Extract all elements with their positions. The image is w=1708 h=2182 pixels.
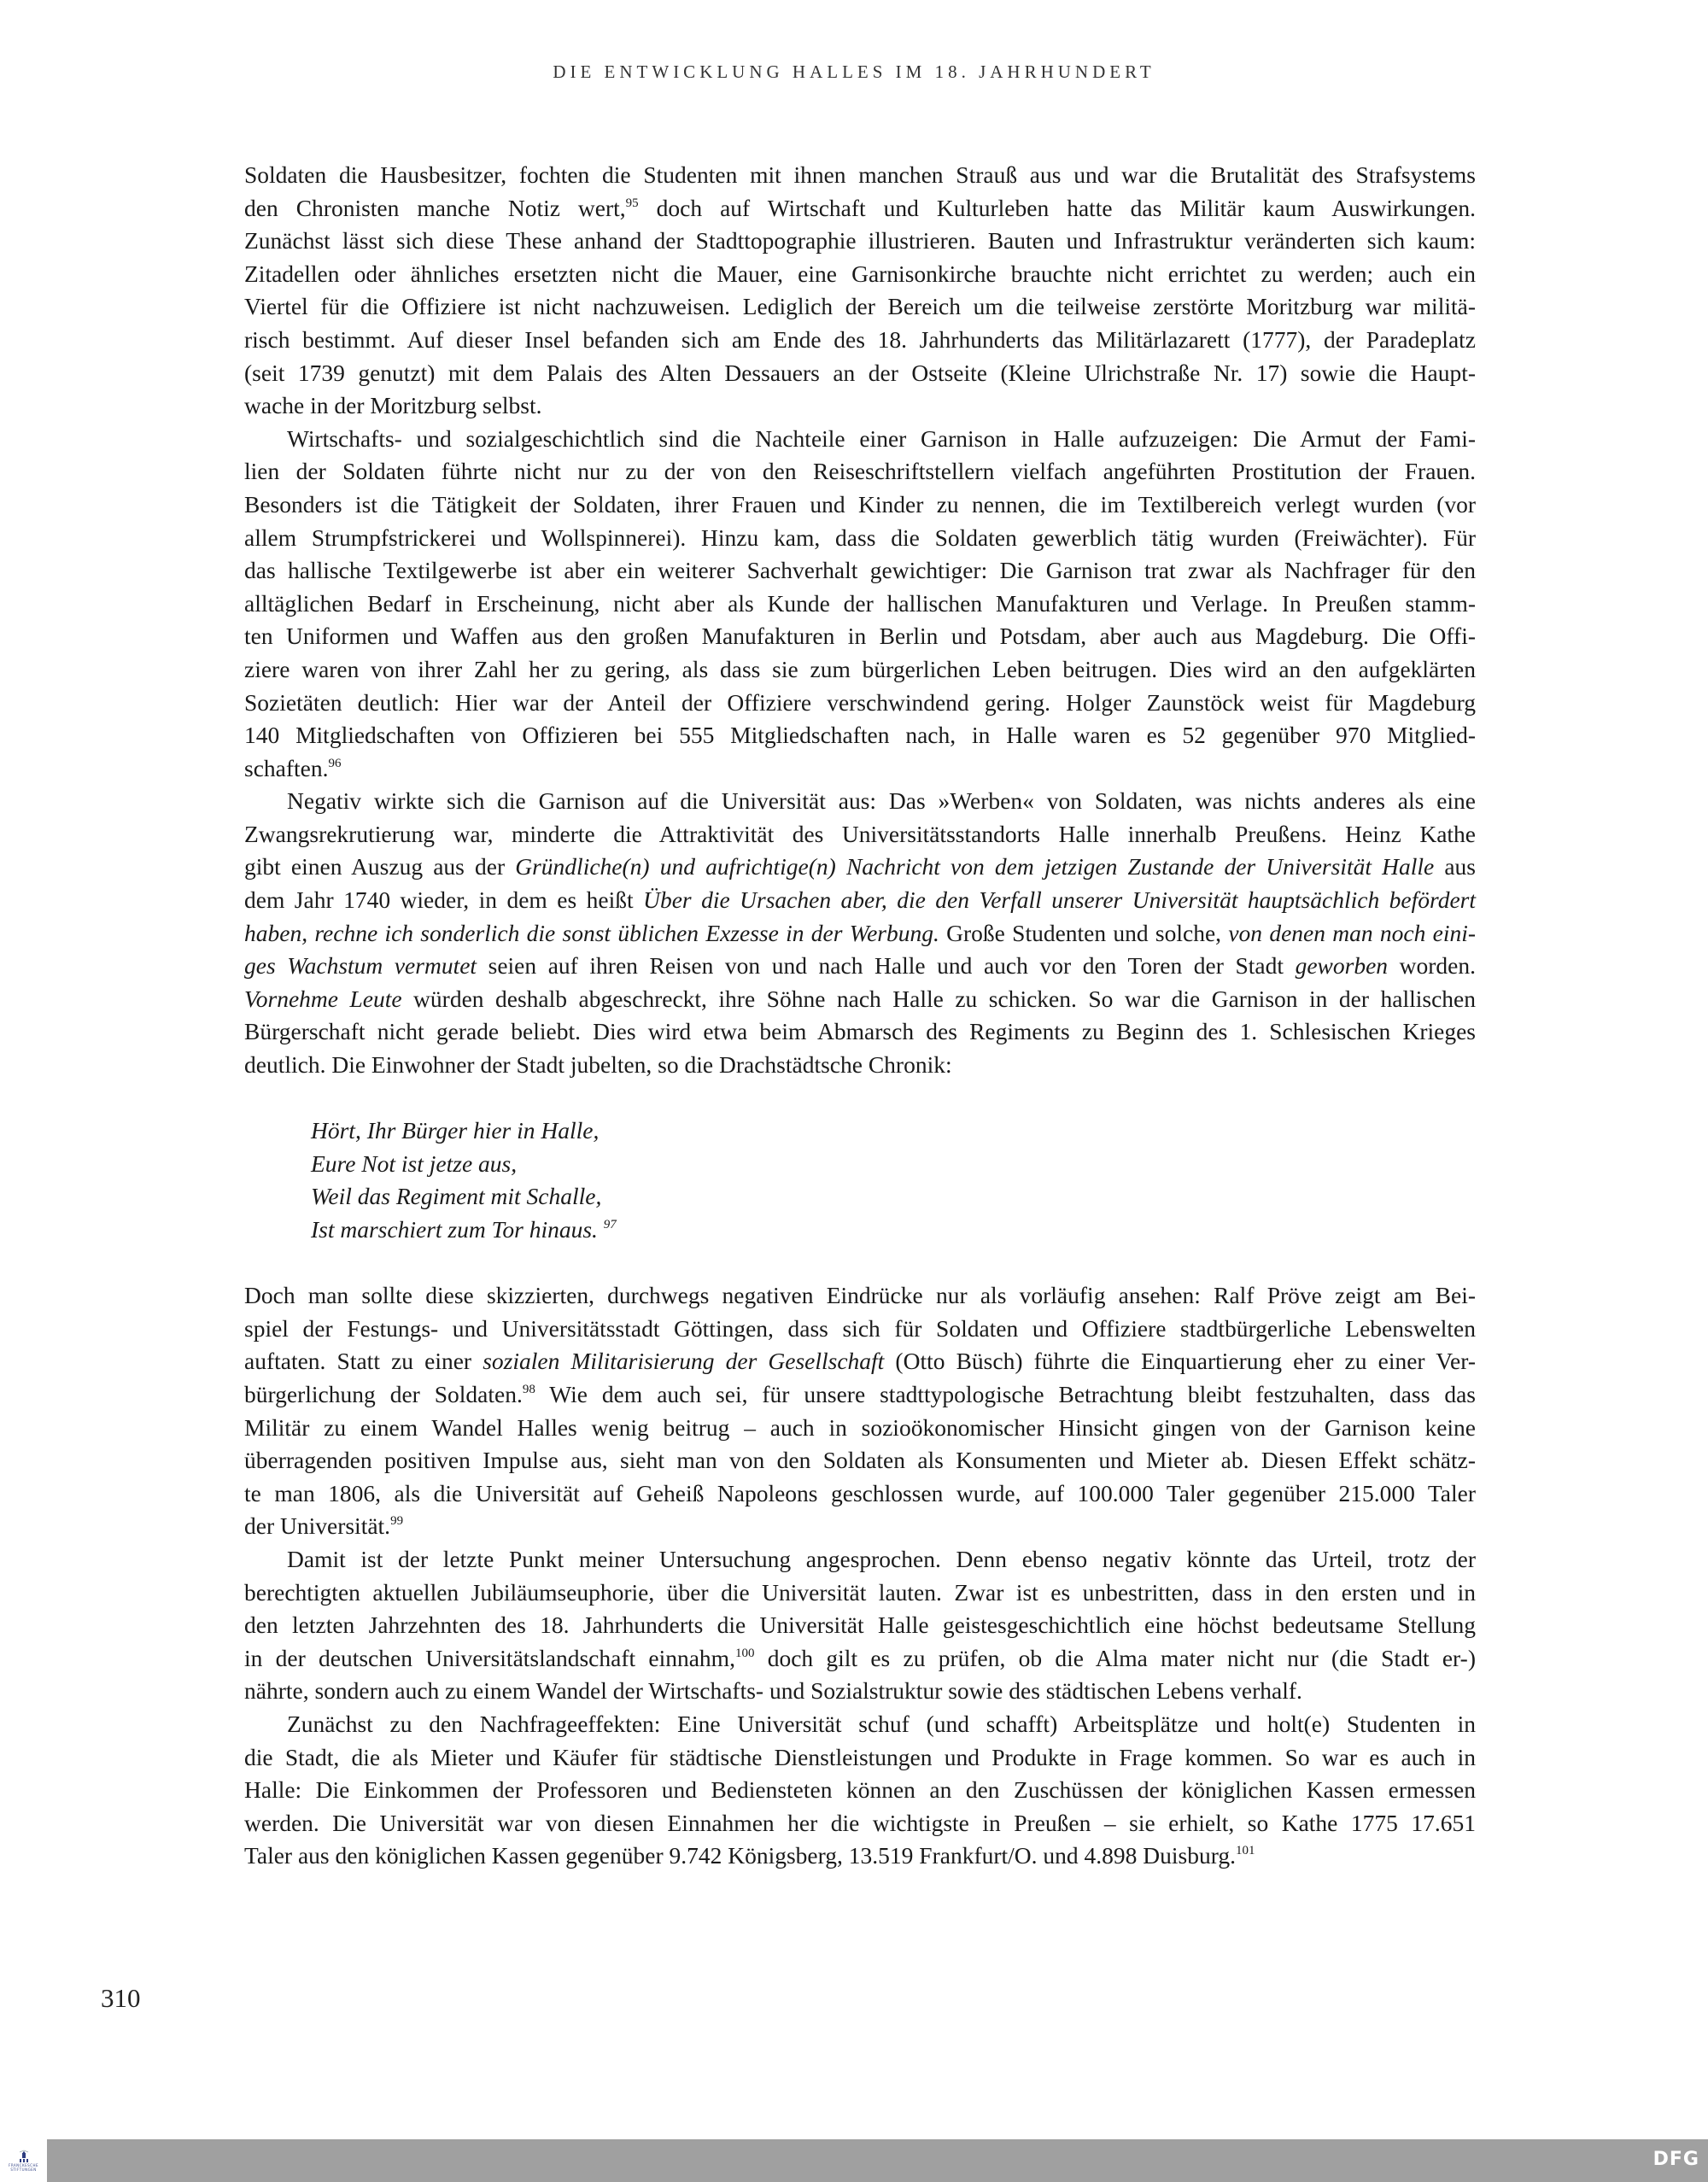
- text-line: bürgerlichung der Soldaten.$^{98}$ Wie dem auch sei, für unsere stadttypologische Betrachtung bleibt festzuhalten, dass das: [244, 1380, 1476, 1407]
- text-line: den letzten Jahrzehnten des 18. Jahrhunderts die Universität Halle geistesgeschichtlich eine höchst bedeutsame Stellung: [244, 1612, 1476, 1639]
- text-line: Negativ wirkte sich die Garnison auf die Universität aus: Das »Werben« von Soldaten, was nichts anderes als eine: [287, 787, 1476, 815]
- running-head: DIE ENTWICKLUNG HALLES IM 18. JAHRHUNDERT: [553, 61, 1155, 82]
- publisher-logo-text: FRANCKESCHE: [9, 2163, 38, 2167]
- verse-line: Eure Not ist jetze aus,: [311, 1149, 518, 1177]
- text-line: 140 Mitgliedschaften von Offizieren bei 555 Mitgliedschaften nach, in Halle waren es 52 gegenüber 970 Mitglied-: [244, 722, 1476, 749]
- publisher-logo-text: STIFTUNGEN: [10, 2167, 37, 2172]
- italic-quote: ges Wachstum vermutet: [244, 952, 477, 980]
- text-line: deutlich. Die Einwohner der Stadt jubelten, so die Drachstädtsche Chronik:: [244, 1051, 952, 1079]
- paragraph-1: [244, 159, 1476, 423]
- text-line: wache in der Moritzburg selbst.: [244, 392, 542, 419]
- text-line: te man 1806, als die Universität auf Geheiß Napoleons geschlossen wurde, auf 100.000 Taler gegenüber 215.000 Taler: [244, 1479, 1476, 1506]
- text-line: Halle: Die Einkommen der Professoren und Bediensteten können an den Zuschüssen der königlichen Kassen ermessen: [244, 1776, 1476, 1804]
- text-line: Soldaten die Hausbesitzer, fochten die Studenten mit ihnen manchen Strauß aus und war die Brutalität des Strafsystems: [244, 161, 1476, 188]
- italic-quote: Über die Ursachen aber, die den Verfall unserer Universität hauptsächlich befördert: [643, 886, 1477, 914]
- spacer: [244, 1082, 1476, 1115]
- paragraph-3: [244, 785, 1476, 1081]
- paragraph-2: [244, 423, 1476, 786]
- text-line: allem Strumpfstrickerei und Wollspinnerei). Hinzu kam, dass die Soldaten gewerblich tätig wurden (Freiwächter). Für: [244, 524, 1476, 551]
- text-line: Besonders ist die Tätigkeit der Soldaten, ihrer Frauen und Kinder zu nennen, die im Textilbereich verlegt wurden (vor: [244, 490, 1476, 518]
- text-line: Militär zu einem Wandel Halles wenig beitrug – auch in sozioökonomischer Hinsicht gingen von der Garnison keine: [244, 1413, 1476, 1441]
- verse-line: Weil das Regiment mit Schalle,: [311, 1183, 602, 1210]
- text-line: alltäglichen Bedarf in Erscheinung, nicht aber als Kunde der hallischen Manufakturen und Verlage. In Preußen stamm-: [244, 589, 1476, 617]
- verse-quote: [244, 1114, 1476, 1246]
- text-line: Zitadellen oder ähnliches ersetzten nicht die Mauer, eine Garnisonkirche brauchte nicht errichtet zu werden; auch ein: [244, 260, 1476, 287]
- footnote-ref-99[interactable]: 99: [390, 1514, 404, 1529]
- italic-quote: von denen man noch eini-: [1228, 919, 1477, 946]
- text-line: ges Wachstum vermutet seien auf ihren Reisen von und nach Halle und auch vor den Toren der Stadt geworben worden.: [244, 952, 1476, 980]
- text-line: Taler aus den königlichen Kassen gegenüber 9.742 Königsberg, 13.519 Frankfurt/O. und 4.898 Duisburg.$^{101}$: [244, 1842, 1255, 1869]
- text-line: ten Uniformen und Waffen aus den großen Manufakturen in Berlin und Potsdam, aber auch aus Magdeburg. Die Offi-: [244, 623, 1476, 650]
- text-line: Vornehme Leute würden deshalb abgeschreckt, ihre Söhne nach Halle zu schicken. So war die Garnison in der hallischen: [244, 985, 1476, 1012]
- footnote-ref-98[interactable]: 98: [522, 1382, 535, 1396]
- text-line: das hallische Textilgewerbe ist aber ein weiterer Sachverhalt gewichtiger: Die Garnison trat zwar als Nachfrager für den: [244, 557, 1476, 584]
- footnote-ref-100[interactable]: 100: [734, 1646, 755, 1660]
- text-line: Bürgerschaft nicht gerade beliebt. Dies wird etwa beim Abmarsch des Regiments zu Beginn des 1. Schlesischen Krieges: [244, 1018, 1476, 1045]
- text-line: werden. Die Universität war von diesen Einnahmen her die wichtigste in Preußen – sie erhielt, so Kathe 1775 17.651: [244, 1809, 1476, 1836]
- text-line: in der deutschen Universitätslandschaft einnahm,$^{100}$ doch gilt es zu prüfen, ob die Alma mater nicht nur (die Stadt er-): [244, 1644, 1476, 1671]
- text-line: (seit 1739 genutzt) mit dem Palais des Alten Dessauers an der Ostseite (Kleine Ulrichstraße Nr. 17) sowie die Haupt-: [244, 359, 1476, 386]
- italic-quote: Vornehme Leute: [244, 985, 402, 1012]
- italic-quote: geworben: [1295, 952, 1389, 980]
- footnote-ref-96[interactable]: 96: [328, 756, 342, 770]
- footnote-ref-95[interactable]: 95: [625, 196, 639, 210]
- page-number: 310: [101, 1983, 141, 2013]
- italic-term: sozialen Militarisierung der Gesellschaft: [483, 1348, 885, 1375]
- text-line: Zunächst lässt sich diese These anhand der Stadttopographie illustrieren. Bauten und Infrastruktur veränderten sich kaum:: [244, 227, 1476, 254]
- text-line: Doch man sollte diese skizzierten, durchwegs negativen Eindrücke nur als vorläufig ansehen: Ralf Pröve zeigt am Bei-: [244, 1282, 1476, 1309]
- verse-line: Ist marschiert zum Tor hinaus. $^{97}$: [311, 1216, 617, 1243]
- text-line: Viertel für die Offiziere ist nicht nachzuweisen. Lediglich der Bereich um die teilweise zerstörte Moritzburg war militä-: [244, 293, 1476, 320]
- text-line: ziere waren von ihrer Zahl her zu gering, als dass sie zum bürgerlichen Leben beitrugen. Dies wird an den aufgeklärten: [244, 655, 1476, 682]
- text-line: auftaten. Statt zu einer sozialen Militarisierung der Gesellschaft (Otto Büsch) führte die Einquartierung eher zu einer Ver-: [244, 1348, 1476, 1375]
- footnote-ref-97[interactable]: 97: [603, 1218, 617, 1231]
- dfg-logo: DFG: [1652, 2149, 1699, 2170]
- text-line: gibt einen Auszug aus der Gründliche(n) und aufrichtige(n) Nachricht von dem jetzigen Zustande der Universität Halle aus: [244, 853, 1477, 880]
- paragraph-6: [244, 1708, 1476, 1873]
- paragraph-5: [244, 1543, 1476, 1708]
- text-line: Wirtschafts- und sozialgeschichtlich sind die Nachteile einer Garnison in Halle aufzuzeigen: Die Armut der Fami-: [287, 424, 1476, 452]
- text-line: Damit ist der letzte Punkt meiner Untersuchung angesprochen. Denn ebenso negativ könnte das Urteil, trotz der: [287, 1545, 1476, 1572]
- text-line: schaften.$^{96}$: [244, 754, 342, 781]
- text-line: die Stadt, die als Mieter und Käufer für städtische Dienstleistungen und Produkte in Frage kommen. So war es auch in: [244, 1743, 1476, 1770]
- text-line: nährte, sondern auch zu einem Wandel der Wirtschafts- und Sozialstruktur sowie des städtischen Lebens verhalf.: [244, 1677, 1302, 1705]
- text-line: überragenden positiven Impulse aus, sieht man von den Soldaten als Konsumenten und Mieter ab. Diesen Effekt schätz-: [244, 1447, 1476, 1474]
- franckesche-stiftungen-icon: [18, 2150, 30, 2163]
- text-line: risch bestimmt. Auf dieser Insel befanden sich am Ende des 18. Jahrhunderts das Militärlazarett (1777), der Paradeplatz: [244, 325, 1476, 353]
- text-line: haben, rechne ich sonderlich die sonst üblichen Exzesse in der Werbung. Große Studenten und solche, von denen man noch eini-: [244, 919, 1477, 946]
- footer-bar: [47, 2139, 1708, 2182]
- text-line: Zwangsrekrutierung war, minderte die Attraktivität des Universitätsstandorts Halle innerhalb Preußens. Heinz Kathe: [244, 820, 1476, 847]
- text-line: Zunächst zu den Nachfrageeffekten: Eine Universität schuf (und schafft) Arbeitsplätze und holt(e) Studenten in: [287, 1710, 1476, 1737]
- verse-line: Hört, Ihr Bürger hier in Halle,: [311, 1117, 600, 1144]
- italic-quote: haben, rechne ich sonderlich die sonst üblichen Exzesse in der Werbung.: [244, 919, 939, 946]
- text-line: Sozietäten deutlich: Hier war der Anteil der Offiziere verschwindend gering. Holger Zaunstöck weist für Magdeburg: [244, 688, 1476, 716]
- text-line: lien der Soldaten führte nicht nur zu der von den Reiseschriftstellern vielfach angeführten Prostitution der Frauen.: [244, 458, 1476, 485]
- text-line: der Universität.$^{99}$: [244, 1512, 404, 1540]
- text-line: spiel der Festungs- und Universitätsstadt Göttingen, dass sich für Soldaten und Offiziere stadtbürgerliche Lebenswelten: [244, 1314, 1476, 1342]
- text-line: berechtigten aktuellen Jubiläumseuphorie, über die Universität lauten. Zwar ist es unbestritten, dass in den ersten und in: [244, 1578, 1476, 1606]
- publisher-logo: [0, 2139, 47, 2182]
- text-line: den Chronisten manche Notiz wert,$^{95}$ doch auf Wirtschaft und Kulturleben hatte das Militär kaum Auswirkungen.: [244, 194, 1476, 221]
- text-line: dem Jahr 1740 wieder, in dem es heißt Über die Ursachen aber, die den Verfall unserer Universität hauptsächlich befördert: [244, 886, 1477, 914]
- footnote-ref-101[interactable]: 101: [1236, 1844, 1255, 1858]
- paragraph-4: [244, 1279, 1476, 1543]
- body-text: [244, 159, 1476, 1873]
- spacer: [244, 1247, 1476, 1280]
- italic-title: Gründliche(n) und aufrichtige(n) Nachricht von dem jetzigen Zustande der Universität Halle: [515, 853, 1435, 880]
